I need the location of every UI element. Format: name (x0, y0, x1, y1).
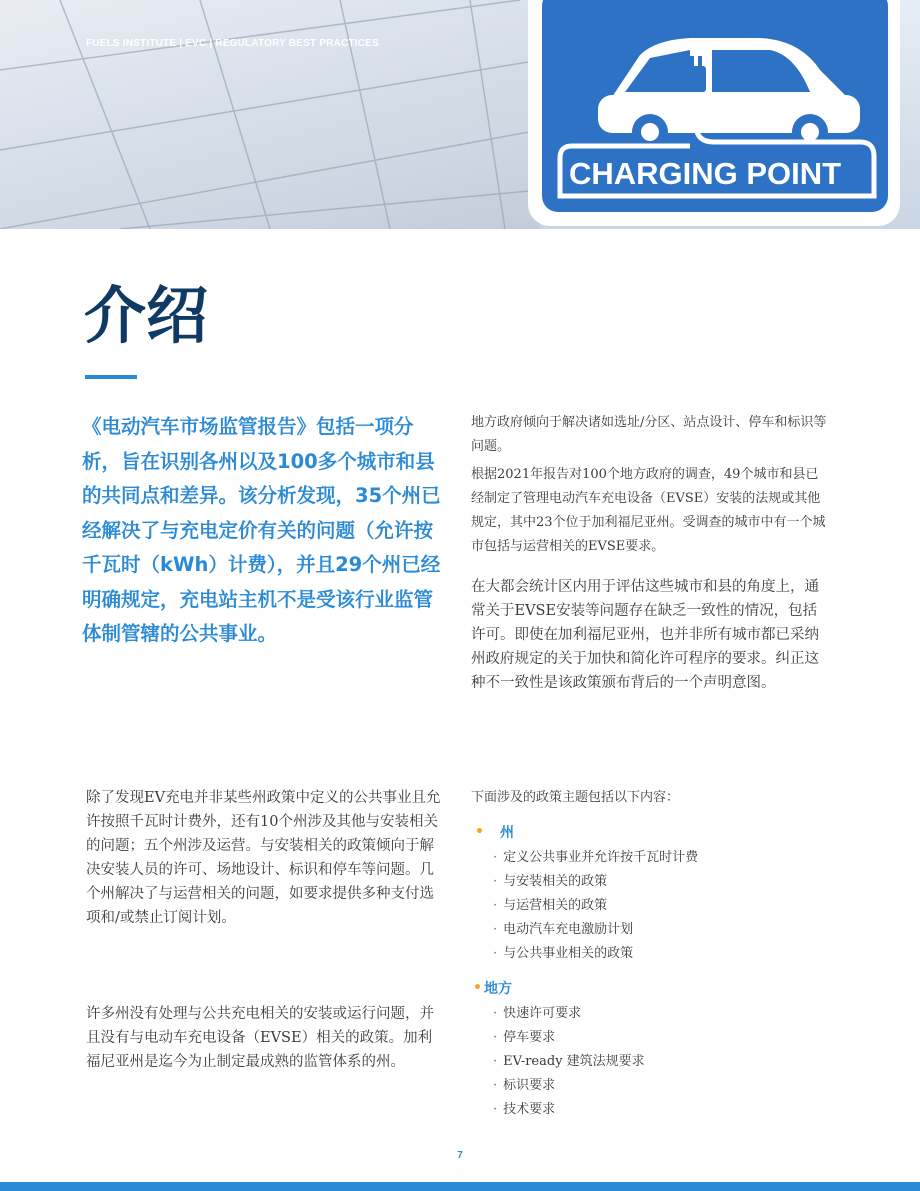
title-underline (85, 375, 137, 379)
paragraph: 在大都会统计区内用于评估这些城市和县的角度上，通常关于EVSE安装等问题存在缺乏一致性的情况，包括许可。即使在加利福尼亚州，也并非所有城市都已采纳州政府规定的关于加快和简化许可程序的要求。纠正这种不一致性是该政策颁布背后的一个声明意图。 (471, 579, 819, 691)
footer-bar (0, 1182, 920, 1191)
right-column-top (471, 411, 827, 695)
dot-icon: · (493, 1054, 498, 1069)
topics-intro: 下面涉及的政策主题包括以下内容： (471, 790, 680, 805)
dot-icon: · (493, 922, 498, 937)
dot-icon: · (493, 850, 498, 865)
paragraph: 根据2021年报告对100个地方政府的调查，49个城市和县已经制定了管理电动汽车充电设备（EVSE）安装的法规或其他规定，其中23个位于加利福尼亚州。受调查的城市中有一个城市包括与运营相关的EVSE要求。 (471, 467, 826, 554)
running-header: FUELS INSTITUTE | EVC | REGULATORY BEST PRACTICES (86, 38, 379, 49)
list-item: · 技术要求 (493, 1102, 556, 1117)
list-item: · 与运营相关的政策 (493, 898, 608, 913)
hero-image (0, 0, 920, 229)
dot-icon: · (493, 946, 498, 961)
paragraph: 除了发现EV充电并非某些州政策中定义的公共事业且允许按照千瓦时计费外，还有10个州涉及其他与安装相关的问题；五个州涉及运营。与安装相关的政策倾向于解决安装人员的许可、场地设计、标识和停车等问题。几个州解决了与运营相关的问题，如要求提供多种支付选项和/或禁止订阅计划。 (86, 790, 441, 926)
dot-icon: · (493, 874, 498, 889)
page-title: 介绍 (84, 279, 209, 352)
dot-icon: · (493, 1102, 498, 1117)
list-item: · 定义公共事业并允许按千瓦时计费 (493, 850, 699, 865)
bullet-icon: • (473, 980, 482, 996)
sign-text: CHARGING POINT (568, 156, 842, 191)
policy-topics (471, 786, 831, 1122)
list-item: · 停车要求 (493, 1030, 556, 1045)
local-heading-label: 地方 (483, 981, 512, 997)
state-heading (471, 822, 831, 842)
list-item: · 快速许可要求 (493, 1006, 582, 1021)
left-column-bottom (86, 1002, 446, 1074)
paragraph: 地方政府倾向于解决诸如选址/分区、站点设计、停车和标识等问题。 (471, 415, 827, 454)
list-item: · 与安装相关的政策 (493, 874, 608, 889)
dot-icon: · (493, 1006, 498, 1021)
bullet-icon: • (475, 824, 484, 840)
list-item: · EV-ready 建筑法规要求 (493, 1054, 645, 1069)
local-heading (471, 978, 831, 998)
paragraph: 许多州没有处理与公共充电相关的安装或运行问题，并且没有与电动车充电设备（EVSE）相关的政策。加利福尼亚州是迄今为止制定最成熟的监管体系的州。 (86, 1006, 434, 1070)
list-item: · 与公共事业相关的政策 (493, 946, 634, 961)
lead-paragraph: 《电动汽车市场监管报告》包括一项分析，旨在识别各州以及100多个城市和县的共同点和差异。该分析发现，35个州已经解决了与充电定价有关的问题（允许按千瓦时（kWh）计费），并且29个州已经明确规定，充电站主机不是受该行业监管体制管辖的公共事业。 (82, 415, 441, 645)
dot-icon: · (493, 898, 498, 913)
dot-icon: · (493, 1078, 498, 1093)
state-heading-label: 州 (499, 825, 514, 841)
charging-sign (528, 0, 900, 226)
left-column-middle (86, 786, 446, 930)
charging-sign-photo (0, 0, 920, 229)
list-item: · 标识要求 (493, 1078, 556, 1093)
dot-icon: · (493, 1030, 498, 1045)
page-number: 7 (457, 1150, 463, 1161)
list-item: · 电动汽车充电激励计划 (493, 922, 634, 937)
